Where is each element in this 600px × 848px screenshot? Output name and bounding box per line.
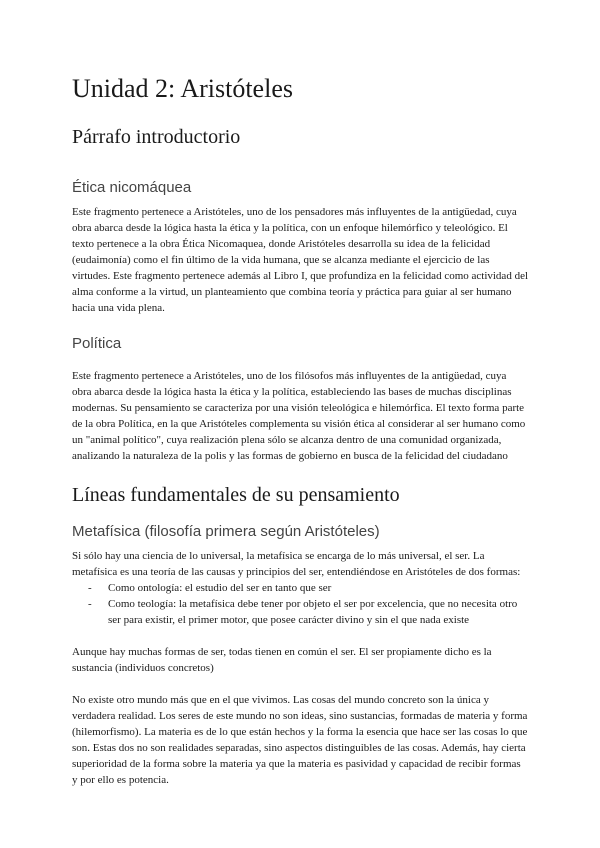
subheading-politica: Política (72, 335, 122, 352)
document-content (72, 124, 528, 788)
paragraph-metafisica-intro: Si sólo hay una ciencia de lo universal, la metafísica se encarga de lo más universal, el ser. La metafísica es una teoría de las causas y principios del ser, entendiéndose en Aristóteles de dos formas: (72, 550, 521, 578)
paragraph-hilemorfismo: No existe otro mundo más que en el que vivimos. Las cosas del mundo concreto son la única y verdadera realidad. Los seres de este mundo no son ideas, sino sustancias, formadas de materia y forma (hilemorfismo). La materia es de lo que están hechos y la forma la esencia que hace ser las cosas lo que son. Estas dos no son realidades separadas, sino aspectos distinguibles de las cosas. Además, hay cierta superioridad de la forma sobre la materia ya que la materia es pasividad y capacidad de recibir formas y por ello es potencia. (72, 694, 528, 786)
section-heading-lineas: Líneas fundamentales de su pensamiento (72, 484, 400, 506)
page-title: Unidad 2: Aristóteles (72, 74, 293, 103)
subheading-etica: Ética nicomáquea (72, 179, 192, 196)
metafisica-list (72, 580, 528, 628)
subheading-metafisica: Metafísica (filosofía primera según Aristóteles) (72, 523, 380, 540)
paragraph-sustancia: Aunque hay muchas formas de ser, todas tienen en común el ser. El ser propiamente dicho es la sustancia (individuos concretos) (72, 646, 492, 674)
list-item (72, 580, 528, 596)
list-item-text: Como teología: la metafísica debe tener por objeto el ser por excelencia, que no necesita otro ser para existir, el primer motor, que posee carácter divino y sin el que nada existe (108, 598, 518, 626)
paragraph-politica: Este fragmento pertenece a Aristóteles, uno de los filósofos más influyentes de la antigüedad, cuya obra abarca desde la lógica hasta la ética y la política, estableciendo las bases de muchas disciplinas modernas. Su pensamiento se caracteriza por una visión teleológica e hilemórfica. El texto forma parte de la obra Política, en la que Aristóteles complementa su visión ética al considerar al ser humano como un "animal político", cuya realización plena sólo se alcanza dentro de una comunidad organizada, analizando la naturaleza de la polis y las formas de gobierno en busca de la felicidad del ciudadano (72, 370, 526, 462)
paragraph-etica: Este fragmento pertenece a Aristóteles, uno de los pensadores más influyentes de la antigüedad, cuya obra abarca desde la lógica hasta la ética y la política, con un enfoque hilemórfico y teleológico. El texto pertenece a la obra Ética Nicomaquea, donde Aristóteles desarrolla su idea de la felicidad (eudaimonía) como el fin último de la vida humana, que se alcanza mediante el ejercicio de las virtudes. Este fragmento pertenece además al Libro I, que profundiza en la felicidad como actividad del alma conforme a la virtud, un planteamiento que combina teoría y práctica para guiar al ser humano hacia una vida plena. (72, 206, 529, 314)
list-item-text: Como ontología: el estudio del ser en tanto que ser (108, 582, 332, 594)
bullet-dash: - (88, 582, 92, 594)
bullet-dash: - (88, 598, 92, 610)
section-heading-intro: Párrafo introductorio (72, 126, 241, 148)
list-item (72, 596, 528, 628)
